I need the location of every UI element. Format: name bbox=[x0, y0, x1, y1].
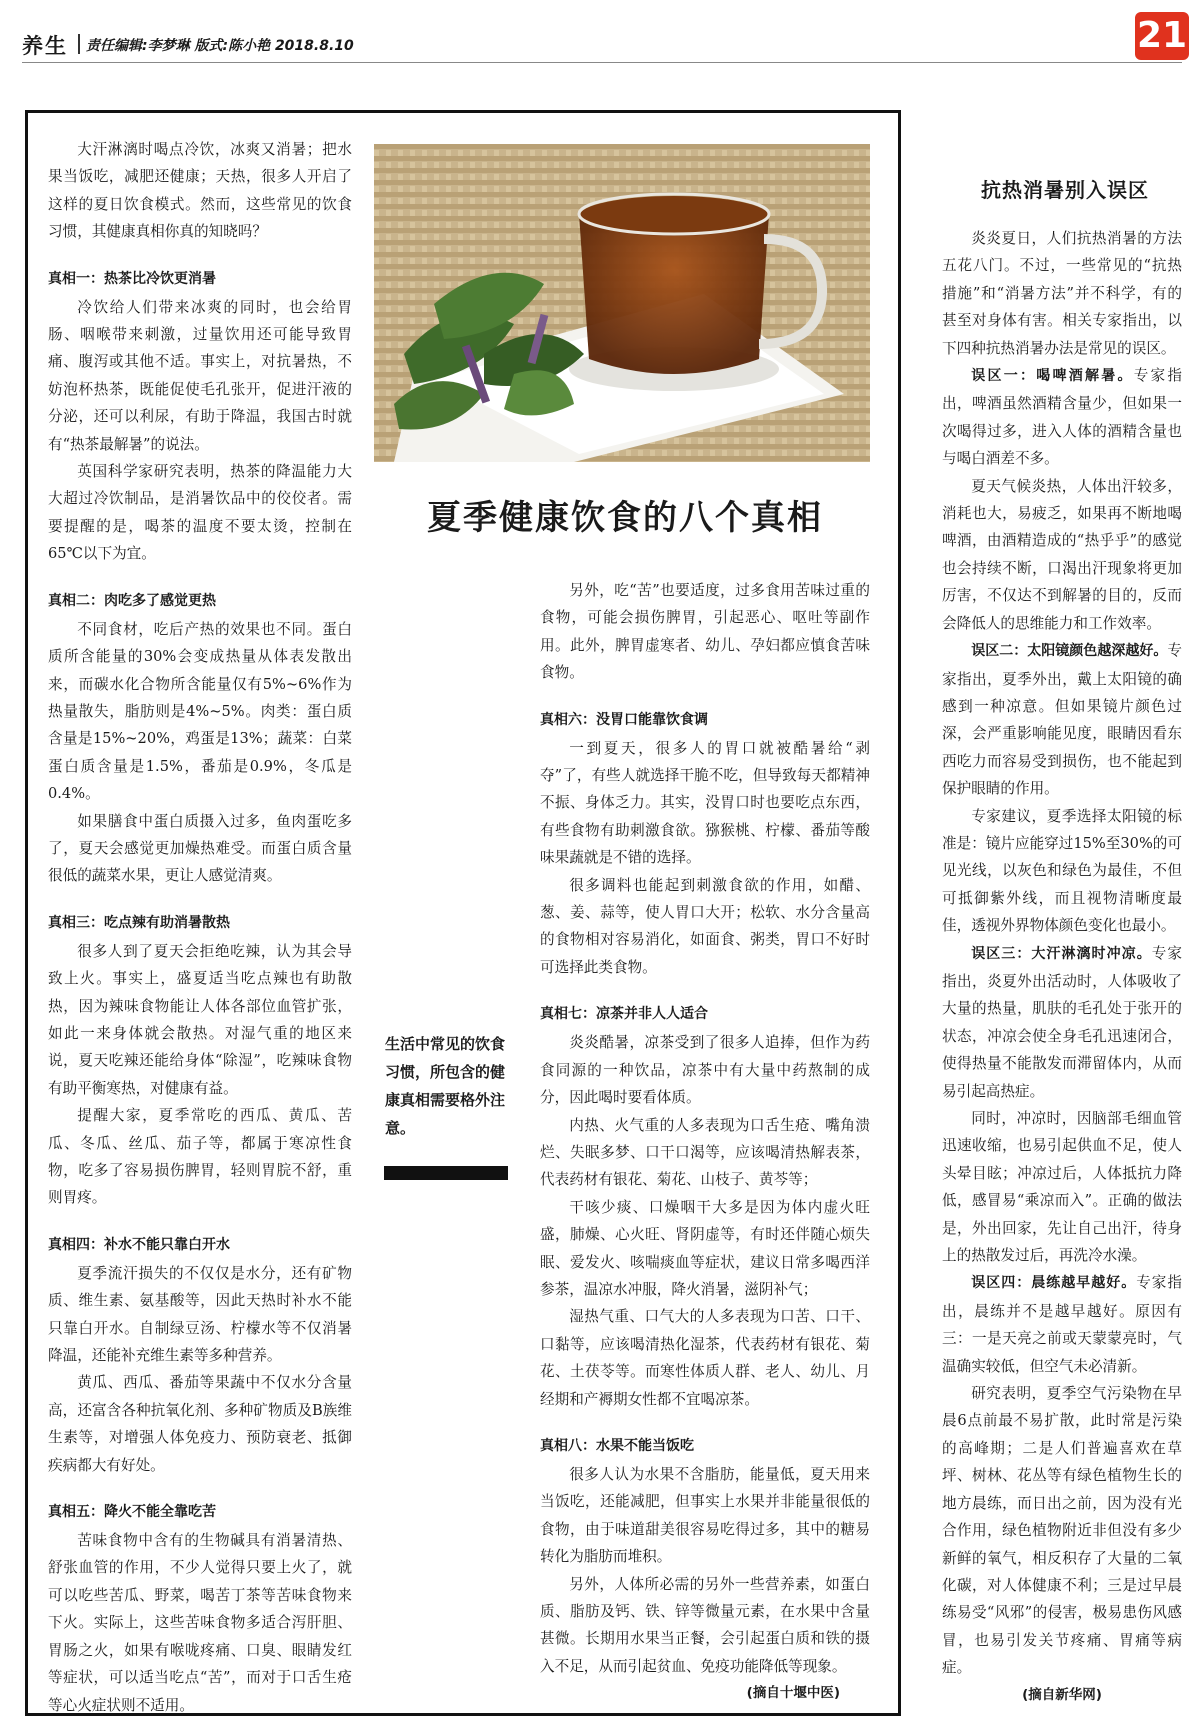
section-name: 养生 bbox=[22, 34, 68, 58]
section-heading: 真相七：凉茶并非人人适合 bbox=[540, 1006, 708, 1023]
myth-text: 专家指出，炎夏外出活动时，人体吸收了大量的热量，肌肤的毛孔处于张开的状态，冲凉会使全身毛孔迅速闭合，使得热量不能散发而滞留体内，从而易引起高热症。 bbox=[942, 944, 1182, 1100]
pull-quote: 生活中常见的饮食习惯，所包含的健康真相需要格外注意。 bbox=[385, 1035, 506, 1137]
article-source: (摘自十堰中医) bbox=[746, 1685, 840, 1702]
section-heading: 真相六：没胃口能靠饮食调 bbox=[540, 711, 708, 728]
paragraph: 另外，人体所必需的另外一些营养素，如蛋白质、脂肪及钙、铁、锌等微量元素，在水果中含量甚微。长期用水果当正餐，会引起蛋白质和铁的摄入不足，从而引起贫血、免疫功能降低等现象。 bbox=[540, 1575, 870, 1675]
myth-paragraph bbox=[942, 362, 1182, 473]
sidebar-title: 抗热消暑别入误区 bbox=[981, 178, 1149, 202]
paragraph: 很多人到了夏天会拒绝吃辣，认为其会导致上火。事实上，盛夏适当吃点辣也有助散热，因为辣味食物能让人体各部位血管扩张，如此一来身体就会散热。对湿气重的地区来说，夏天吃辣还能给身体“除湿”，吃辣味食物有助平衡寒热，对健康有益。 bbox=[48, 942, 352, 1097]
myth-keyword: 误区一：喝啤酒解暑。 bbox=[971, 368, 1134, 385]
paragraph: 英国科学家研究表明，热茶的降温能力大大超过冷饮制品，是消暑饮品中的佼佼者。需要提醒的是，喝茶的温度不要太烫，控制在65℃以下为宜。 bbox=[48, 463, 352, 563]
paragraph: 干咳少痰、口燥咽干大多是因为体内虚火旺盛，肺燥、心火旺、肾阴虚等，有时还伴随心烦失眠、爱发火、咳喘痰血等症状，建议日常多喝西洋参茶，温凉水冲服，降火消暑，滋阴补气； bbox=[540, 1198, 870, 1298]
paragraph: 很多人认为水果不含脂肪，能量低，夏天用来当饭吃，还能减肥，但事实上水果并非能量很低的食物，由于味道甜美很容易吃得过多，其中的糖易转化为脂肪而堆积。 bbox=[540, 1465, 870, 1566]
myth-keyword: 误区三：大汗淋漓时冲凉。 bbox=[971, 945, 1152, 962]
article-photo bbox=[374, 144, 870, 462]
paragraph: 如果膳食中蛋白质摄入过多，鱼肉蛋吃多了，夏天会感觉更加燥热难受。而蛋白质含量很低的蔬菜水果，更让人感觉清爽。 bbox=[48, 812, 352, 885]
myth-keyword: 误区四：晨练越早越好。 bbox=[971, 1275, 1137, 1292]
page-number: 21 bbox=[1135, 12, 1189, 60]
paragraph: 很多调料也能起到刺激食欲的作用，如醋、葱、姜、蒜等，使人胃口大开；松软、水分含量高的食物相对容易消化，如面食、粥类，胃口不好时可选择此类食物。 bbox=[540, 876, 870, 976]
paragraph: 夏天气候炎热，人体出汗较多，消耗也大，易疲乏，如果再不断地喝啤酒，由酒精造成的“热乎乎”的感觉也会持续不断，口渴出汗现象将更加厉害，不仅达不到解暑的目的，反而会降低人的思维能力和工作效率。 bbox=[942, 477, 1182, 632]
intro-paragraph: 大汗淋漓时喝点冷饮，冰爽又消暑；把水果当饭吃，减肥还健康；天热，很多人开启了这样的夏日饮食模式。然而，这些常见的饮食习惯，其健康真相你真的知晓吗？ bbox=[48, 141, 352, 241]
header-rule bbox=[22, 62, 1182, 63]
paragraph: 另外，吃“苦”也要适度，过多食用苦味过重的食物，可能会损伤脾胃，引起恶心、呕吐等副作用。此外，脾胃虚寒者、幼儿、孕妇都应慎食苦味食物。 bbox=[540, 582, 870, 682]
sidebar-column bbox=[942, 225, 1182, 1709]
section-heading: 真相一：热茶比冷饮更消暑 bbox=[48, 270, 216, 287]
paragraph: 内热、火气重的人多表现为口舌生疮、嘴角溃烂、失眠多梦、口干口渴等，应该喝清热解表茶，代表药材有银花、菊花、山枝子、黄芩等； bbox=[540, 1116, 870, 1189]
article-column-2 bbox=[540, 577, 870, 1708]
section-heading: 真相四：补水不能只靠白开水 bbox=[48, 1236, 230, 1253]
myth-text: 专家指出，夏季外出，戴上太阳镜的确感到一种凉意。但如果镜片颜色过深，会严重影响能见度，眼睛因看东西吃力而容易受到损伤，也不能起到保护眼睛的作用。 bbox=[942, 642, 1182, 798]
myth-paragraph bbox=[942, 1269, 1182, 1380]
section-heading: 真相五：降火不能全靠吃苦 bbox=[48, 1504, 216, 1521]
paragraph: 苦味食物中含有的生物碱具有消暑清热、舒张血管的作用，不少人觉得只要上火了，就可以吃些苦瓜、野菜，喝苦丁茶等苦味食物来下火。实际上，这些苦味食物多适合泻肝胆、胃肠之火，如果有喉咙疼痛、口臭、眼睛发红等症状，可以适当吃点“苦”，而对于口舌生疮等心火症状则不适用。 bbox=[48, 1532, 352, 1714]
paragraph: 炎炎酷暑，凉茶受到了很多人追捧，但作为药食同源的一种饮品，凉茶中有大量中药熬制的成分，因此喝时要看体质。 bbox=[540, 1034, 870, 1107]
section-heading: 真相三：吃点辣有助消暑散热 bbox=[48, 914, 230, 931]
myth-paragraph bbox=[942, 637, 1182, 802]
section-heading: 真相二：肉吃多了感觉更热 bbox=[48, 592, 216, 609]
myth-text: 专家指出，啤酒虽然酒精含量少，但如果一次喝得过多，进入人体的酒精含量也与喝白酒差不多。 bbox=[942, 367, 1182, 468]
myth-paragraph bbox=[942, 940, 1182, 1105]
paragraph: 同时，冲凉时，因脑部毛细血管迅速收缩，也易引起供血不足，使人头晕目眩；冲凉过后，人体抵抗力降低，感冒易“乘凉而入”。正确的做法是，外出回家，先让自己出汗，待身上的热散发过后，再洗冷水澡。 bbox=[942, 1110, 1182, 1265]
paragraph: 研究表明，夏季空气污染物在早晨6点前最不易扩散，此时常是污染的高峰期；二是人们普遍喜欢在草坪、树林、花丛等有绿色植物生长的地方晨练，而日出之前，因为没有光合作用，绿色植物附近非但没有多少新鲜的氧气，相反积存了大量的二氧化碳，对人体健康不利；三是过早晨练易受“风邪”的侵害，极易患伤风感冒，也易引发关节疼痛、胃痛等病症。 bbox=[942, 1385, 1182, 1677]
pull-quote-bar bbox=[384, 1166, 508, 1180]
article-column-1 bbox=[48, 136, 352, 1719]
section-heading: 真相八：水果不能当饭吃 bbox=[540, 1437, 694, 1454]
article-title: 夏季健康饮食的八个真相 bbox=[427, 498, 823, 538]
myth-keyword: 误区二：太阳镜颜色越深越好。 bbox=[971, 643, 1168, 660]
paragraph: 专家建议，夏季选择太阳镜的标准是：镜片应能穿过15%至30%的可见光线，以灰色和绿色为最佳，不但可抵御紫外线，而且视物清晰度最佳，透视外界物体颜色变化也最小。 bbox=[942, 807, 1182, 935]
paragraph: 一到夏天，很多人的胃口就被酷暑给“剥夺”了，有些人就选择干脆不吃，但导致每天都精神不振、身体乏力。其实，没胃口时也要吃点东西，有些食物有助刺激食欲。猕猴桃、柠檬、番茄等酸味果蔬就是不错的选择。 bbox=[540, 739, 870, 867]
paragraph: 不同食材，吃后产热的效果也不同。蛋白质所含能量的30%会变成热量从体表发散出来，而碳水化合物所含能量仅有5%~6%作为热量散失，脂肪则是4%~5%。肉类：蛋白质含量是15%~20%，鸡蛋是13%；蔬菜：白菜蛋白质含量是1.5%，番茄是0.9%，冬瓜是0.4%。 bbox=[48, 620, 352, 803]
sidebar-intro: 炎炎夏日，人们抗热消暑的方法五花八门。不过，一些常见的“抗热措施”和“消暑方法”并不科学，有的甚至对身体有害。相关专家指出，以下四种抗热消暑办法是常见的误区。 bbox=[942, 230, 1182, 357]
paragraph: 黄瓜、西瓜、番茄等果蔬中不仅水分含量高，还富含各种抗氧化剂、多种矿物质及B族维生素等，对增强人体免疫力、预防衰老、抵御疾病都大有好处。 bbox=[48, 1374, 352, 1474]
paragraph: 湿热气重、口气大的人多表现为口苦、口干、口黏等，应该喝清热化湿茶，代表药材有银花、菊花、土茯苓等。而寒性体质人群、老人、幼儿、月经期和产褥期女性都不宜喝凉茶。 bbox=[540, 1308, 870, 1408]
myth-text: 专家指出，晨练并不是越早越好。原因有三：一是天亮之前或天蒙蒙亮时，气温确实较低，但空气未必清新。 bbox=[942, 1274, 1182, 1375]
sidebar-source: (摘自新华网) bbox=[1022, 1686, 1102, 1703]
editor-info: 责任编辑:李梦琳 版式:陈小艳 2018.8.10 bbox=[86, 38, 354, 54]
header-divider bbox=[78, 34, 80, 54]
paragraph: 提醒大家，夏季常吃的西瓜、黄瓜、苦瓜、冬瓜、丝瓜、茄子等，都属于寒凉性食物，吃多了容易损伤脾胃，轻则胃脘不舒，重则胃疼。 bbox=[48, 1107, 352, 1207]
paragraph: 冷饮给人们带来冰爽的同时，也会给胃肠、咽喉带来刺激，过量饮用还可能导致胃痛、腹泻或其他不适。事实上，对抗暑热，不妨泡杯热茶，既能促使毛孔张开，促进汗液的分泌，还可以利尿，有助于降温，我国古时就有“热茶最解暑”的说法。 bbox=[48, 298, 352, 453]
paragraph: 夏季流汗损失的不仅仅是水分，还有矿物质、维生素、氨基酸等，因此天热时补水不能只靠白开水。自制绿豆汤、柠檬水等不仅消暑降温，还能补充维生素等多种营养。 bbox=[48, 1264, 352, 1365]
